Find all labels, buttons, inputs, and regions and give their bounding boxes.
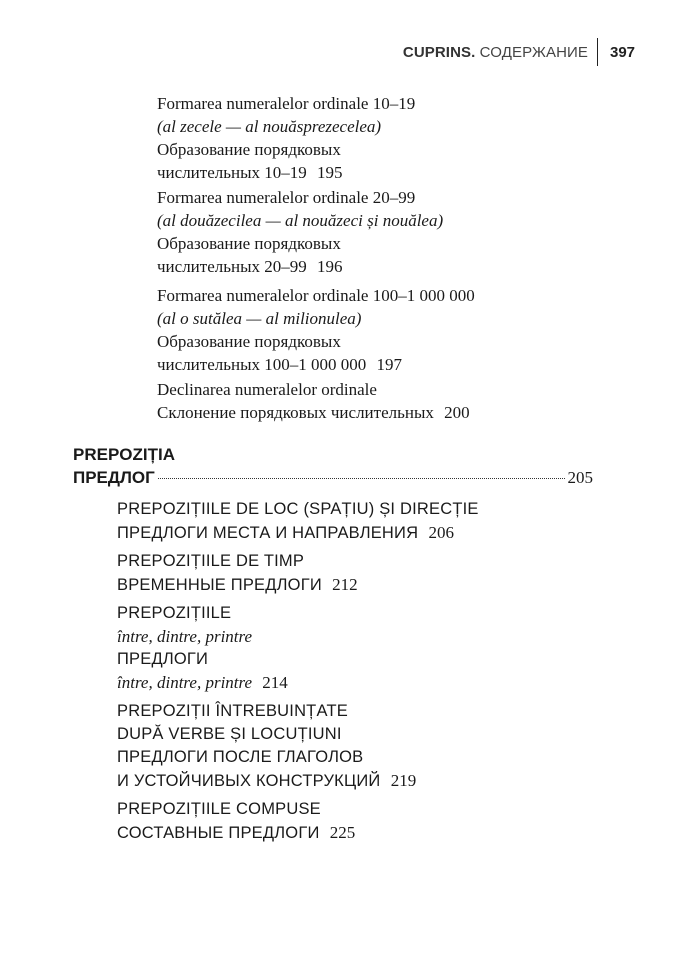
toc-entry[interactable] xyxy=(157,284,593,376)
toc-subentry-title-ru: ПРЕДЛОГИ ПОСЛЕ ГЛАГОЛОВ xyxy=(117,748,364,766)
running-head-title xyxy=(403,44,588,61)
toc-subentry-title-ru: ВРЕМЕННЫЕ ПРЕДЛОГИ xyxy=(117,576,322,594)
toc-entry-leader-line xyxy=(117,769,593,793)
toc-subentry-title-ro-cont: DUPĂ VERBE ȘI LOCUȚIUNI xyxy=(117,725,342,743)
toc-page-number: 225 xyxy=(329,823,356,842)
running-head-title-ru: СОДЕРЖАНИЕ xyxy=(479,44,588,61)
toc-entry-title-ru: Образование порядковых xyxy=(157,332,341,351)
toc-page-number: 212 xyxy=(332,575,358,594)
toc-subentry-title-ro: PREPOZIȚIILE COMPUSE xyxy=(117,800,321,818)
toc-entry-leader-line xyxy=(117,671,593,694)
toc-subentry-title-ru: ПРЕДЛОГИ xyxy=(117,650,209,668)
toc-entry-leader-line xyxy=(157,353,593,376)
toc-entry-title-ro: Formarea numeralelor ordinale 20–99 xyxy=(157,188,416,207)
toc-entry-leader-line xyxy=(157,401,593,424)
running-head xyxy=(0,38,680,68)
toc-subentry-title-ro: PREPOZIȚII ÎNTREBUINȚATE xyxy=(117,702,348,720)
toc-entry[interactable] xyxy=(157,92,593,184)
toc-subentry-example-ro: între, dintre, printre xyxy=(117,627,253,646)
toc-entry-title-ru-cont: числительных 100–1 000 000 xyxy=(157,355,367,374)
toc-entry-example: (al douăzecilea — al nouăzeci și nouălea) xyxy=(157,211,444,230)
toc-page-number: 214 xyxy=(262,673,288,692)
toc-entry[interactable] xyxy=(157,378,593,424)
toc-page-number: 206 xyxy=(428,523,454,542)
running-head-title-ro: CUPRINS. xyxy=(402,44,476,61)
running-head-divider xyxy=(597,38,598,66)
toc-entry-title-ro: Formarea numeralelor ordinale 100–1 000 000 xyxy=(157,286,475,305)
toc-section-heading[interactable] xyxy=(73,443,593,489)
toc-entry[interactable] xyxy=(157,186,593,278)
toc-entry-leader-line xyxy=(117,521,593,545)
toc-entry-leader-line xyxy=(157,255,593,278)
toc-page-number: 196 xyxy=(317,257,343,276)
toc-subentry[interactable] xyxy=(117,498,593,545)
toc-entry-title-ro: Formarea numeralelor ordinale 10–19 xyxy=(157,94,416,113)
toc-subentry-title-ro: PREPOZIȚIILE xyxy=(117,604,232,622)
section-title-ru: ПРЕДЛОГ xyxy=(73,468,155,487)
toc-subentry[interactable] xyxy=(117,700,593,793)
toc-entry-title-ru: Образование порядковых xyxy=(157,140,341,159)
toc-entry-example: (al zecele — al nouăsprezecelea) xyxy=(157,117,382,136)
dot-leader xyxy=(158,477,565,479)
toc-page-number: 219 xyxy=(390,771,417,790)
toc-entry-example: (al o sutălea — al milionulea) xyxy=(157,309,362,328)
page-number: 397 xyxy=(610,44,636,61)
toc-page-number: 195 xyxy=(317,163,343,182)
toc-entry-title-ru: Образование порядковых xyxy=(157,234,341,253)
toc-subentry-title-ru: ПРЕДЛОГИ МЕСТА И НАПРАВЛЕНИЯ xyxy=(117,524,419,542)
toc-entry-leader-line xyxy=(117,821,593,845)
toc-entry-title-ro: Declinarea numeralelor ordinale xyxy=(157,380,377,399)
toc-entry-title-ru-cont: числительных 20–99 xyxy=(157,257,307,276)
section-title-ro: PREPOZIȚIA xyxy=(73,445,176,464)
toc-entry-leader-line xyxy=(117,573,593,597)
toc-subentry[interactable] xyxy=(117,602,593,694)
toc-section-leader-line xyxy=(73,466,593,489)
toc-page-number: 205 xyxy=(567,468,593,487)
toc-entry-leader-line xyxy=(157,161,593,184)
toc-entry-title-ru-cont: числительных 10–19 xyxy=(157,163,307,182)
toc-subentry[interactable] xyxy=(117,550,593,597)
toc-subentry-title-ru: СОСТАВНЫЕ ПРЕДЛОГИ xyxy=(117,824,320,842)
toc-subentry-title-ro: PREPOZIȚIILE DE TIMP xyxy=(117,552,305,570)
toc-subentry-title-ru-cont: И УСТОЙЧИВЫХ КОНСТРУКЦИЙ xyxy=(117,772,381,790)
toc-page-number: 197 xyxy=(376,355,403,374)
toc-subentry-example-ru: între, dintre, printre xyxy=(117,673,253,692)
toc-subentry[interactable] xyxy=(117,798,593,845)
toc-page-number: 200 xyxy=(444,403,470,422)
toc-entry-title-ru: Склонение порядковых числительных xyxy=(157,403,434,422)
toc-subentry-title-ro: PREPOZIȚIILE DE LOC (SPAȚIU) ȘI DIRECȚIE xyxy=(117,500,479,518)
